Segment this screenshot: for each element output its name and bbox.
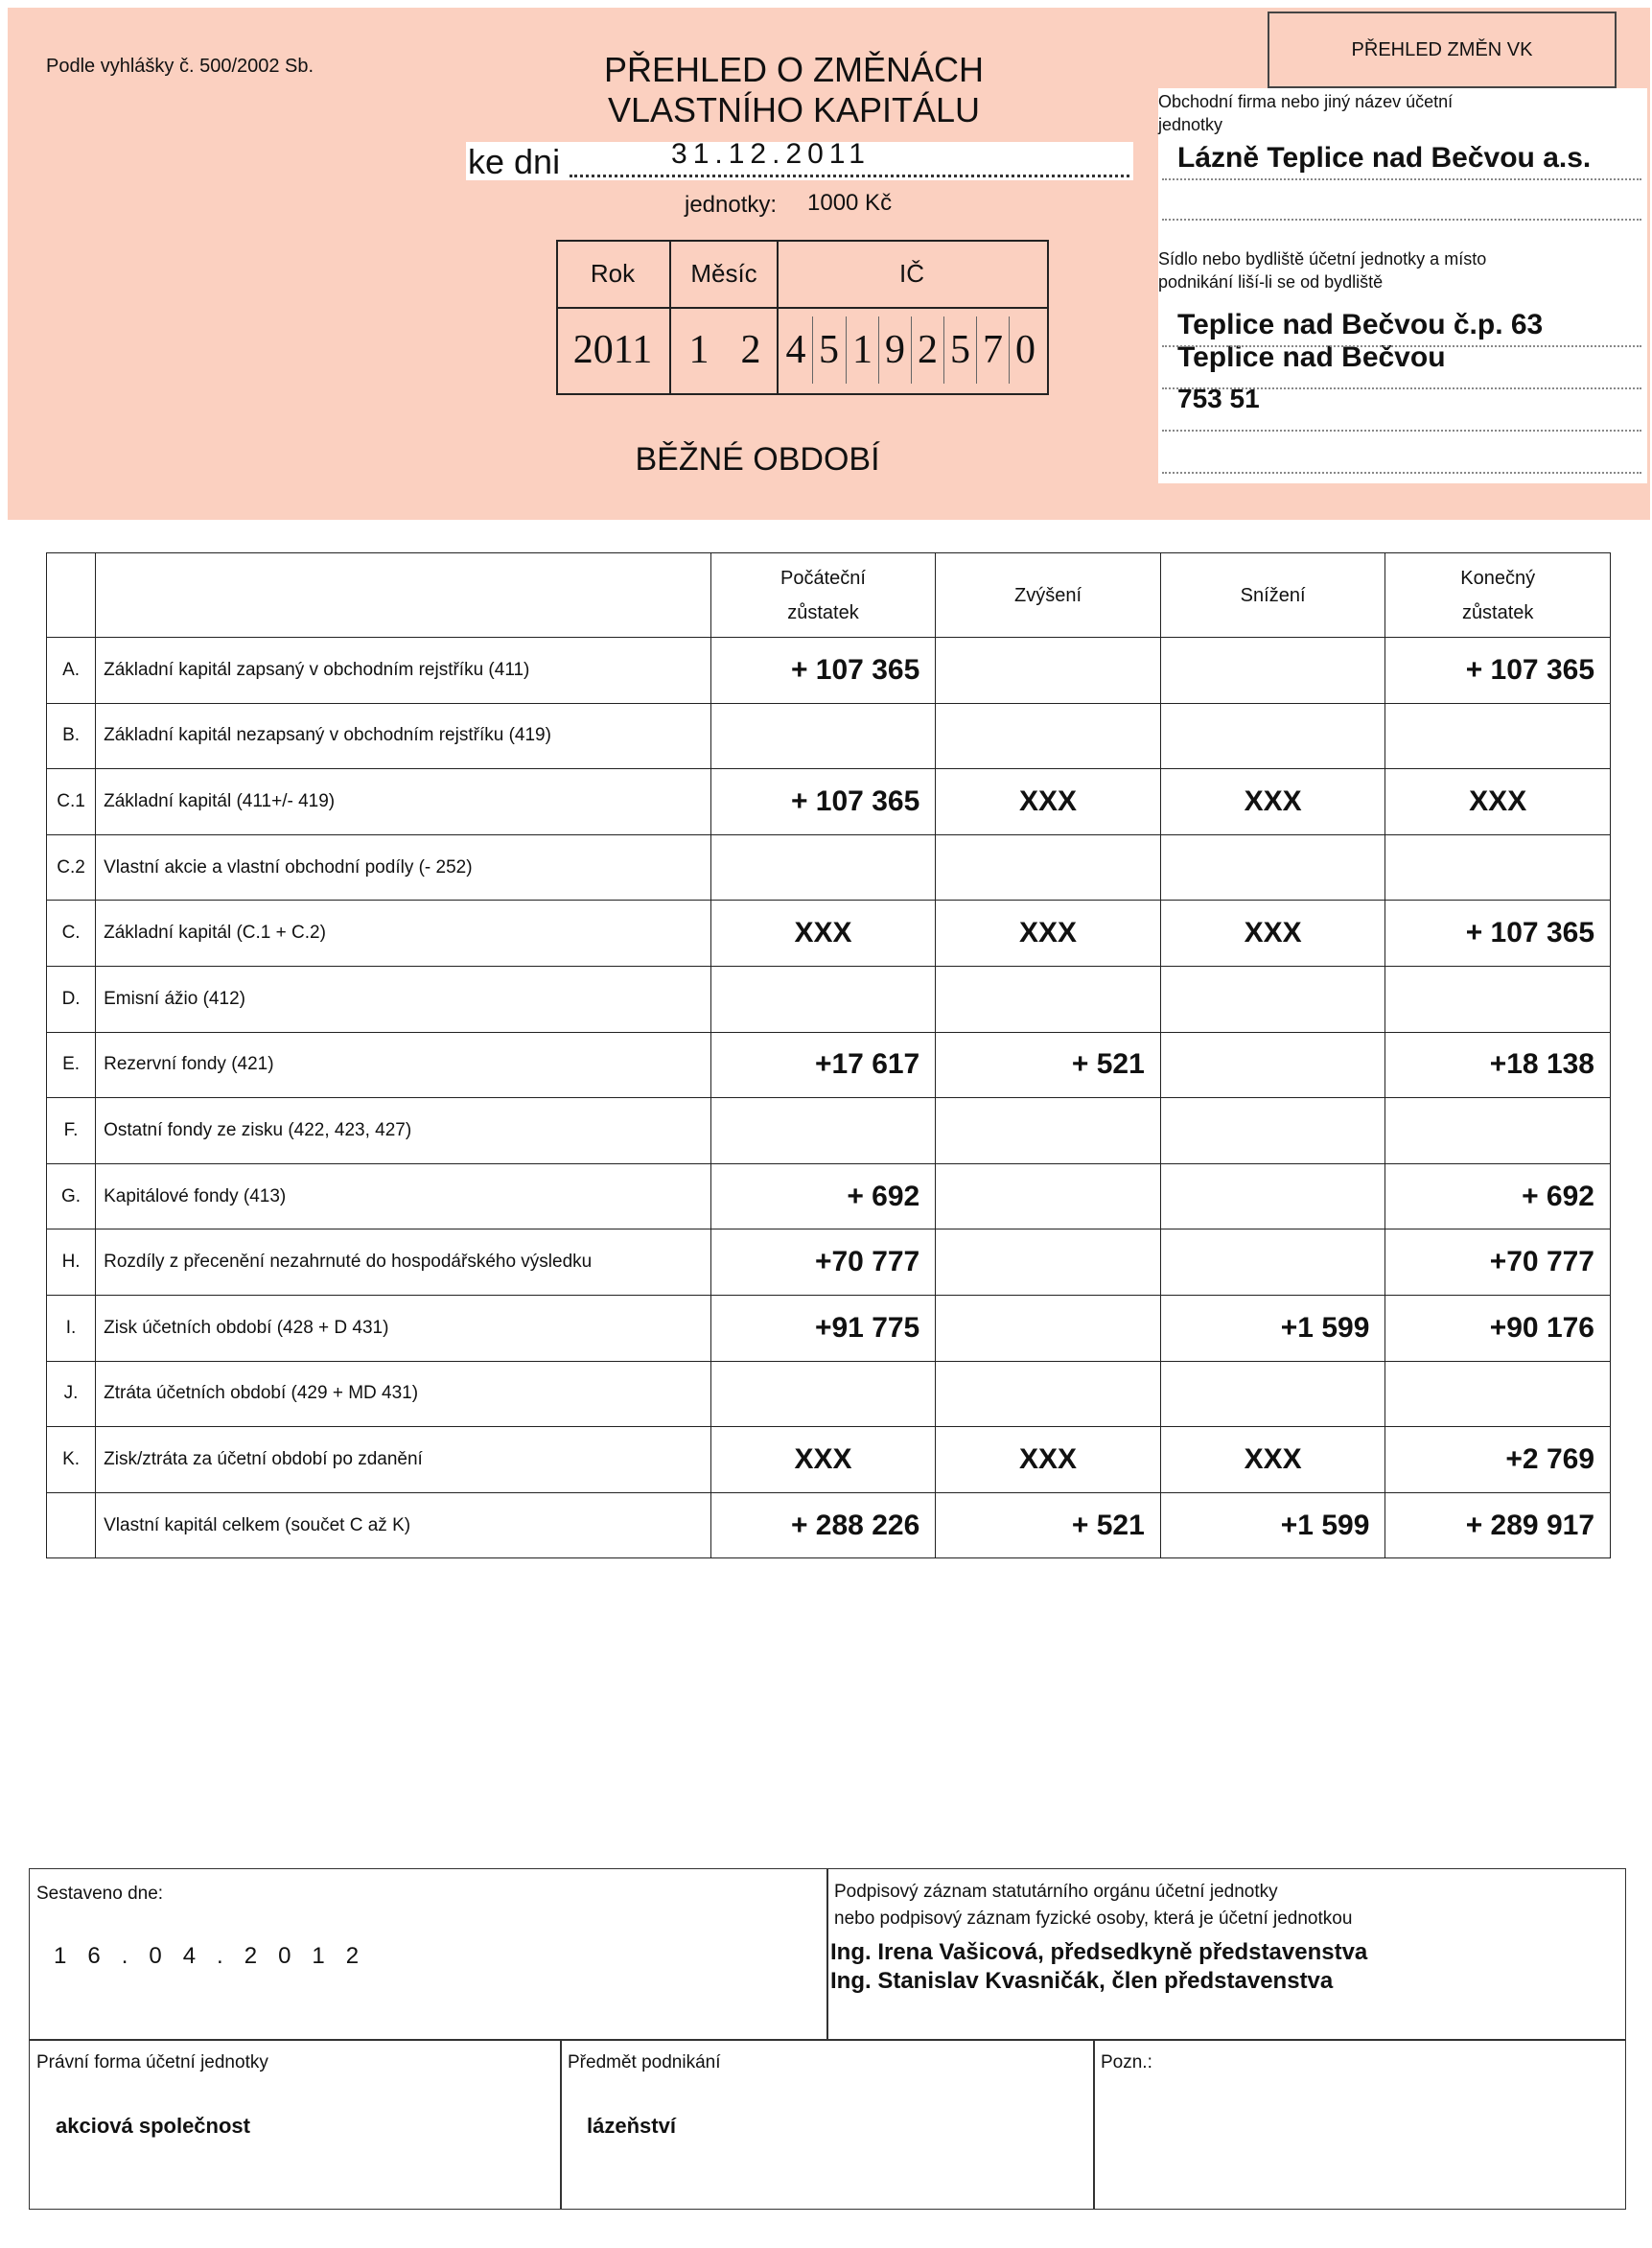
col-start-cell: +70 777 (710, 1229, 936, 1296)
table-row (47, 703, 1611, 769)
col-end-cell (1385, 966, 1611, 1032)
signer-2: Ing. Stanislav Kvasničák, člen představenstva (830, 1968, 1334, 1994)
note-label: Pozn.: (1101, 2052, 1152, 2072)
col-start-cell: + 107 365 (710, 769, 936, 835)
footer-divider (1093, 2039, 1095, 2210)
table-row (47, 834, 1611, 901)
col-start-cell: + 692 (710, 1163, 936, 1229)
seat-line1: Teplice nad Bečvou č.p. 63 (1177, 309, 1544, 340)
month-digit: 2 (740, 328, 761, 372)
row-label: Základní kapitál zapsaný v obchodním rejstříku (411) (96, 638, 711, 704)
row-label: Ostatní fondy ze zisku (422, 423, 427) (96, 1098, 711, 1164)
col-decrease-cell (1160, 834, 1385, 901)
dotted-line (1162, 217, 1641, 221)
col-start-header (710, 553, 936, 638)
row-label: Kapitálové fondy (413) (96, 1163, 711, 1229)
footer-divider (826, 1868, 828, 2039)
row-code: B. (47, 703, 96, 769)
col-increase-cell: XXX (936, 769, 1161, 835)
seat-line2: Teplice nad Bečvou (1177, 341, 1446, 373)
col-start-cell (710, 1361, 936, 1427)
col-decrease-cell (1160, 703, 1385, 769)
col-increase-cell: + 521 (936, 1032, 1161, 1098)
col-decrease-cell (1160, 1163, 1385, 1229)
col-start-cell (710, 703, 936, 769)
col-start-header-line2: zůstatek (787, 601, 859, 623)
col-start-cell: + 288 226 (710, 1492, 936, 1558)
year-value: 2011 (572, 328, 653, 372)
col-end-cell (1385, 834, 1611, 901)
row-label: Zisk/ztráta za účetní období po zdanění (96, 1427, 711, 1493)
table-row (47, 638, 1611, 704)
table-row (47, 1361, 1611, 1427)
col-start-cell: XXX (710, 901, 936, 967)
col-start-cell (710, 1098, 936, 1164)
col-end-cell: +2 769 (1385, 1427, 1611, 1493)
row-label: Zisk účetních období (428 + D 431) (96, 1295, 711, 1361)
legal-form-value: akciová společnost (56, 2114, 250, 2138)
col-decrease-cell (1160, 1032, 1385, 1098)
table-row (47, 1163, 1611, 1229)
firm-name: Lázně Teplice nad Bečvou a.s. (1177, 142, 1592, 174)
table-row (47, 1492, 1611, 1558)
col-increase-cell (936, 1229, 1161, 1296)
ic-digit: 9 (885, 328, 905, 372)
row-code: C.2 (47, 834, 96, 901)
col-end-header-line2: zůstatek (1461, 601, 1534, 623)
col-end-cell: + 107 365 (1385, 901, 1611, 967)
period-label: BĚŽNÉ OBDOBÍ (635, 441, 880, 478)
row-code: A. (47, 638, 96, 704)
dotted-line (1162, 428, 1641, 432)
table-header-row (47, 553, 1611, 638)
units-value: 1000 Kč (807, 190, 893, 216)
col-end-cell (1385, 703, 1611, 769)
table-row (47, 769, 1611, 835)
col-increase-cell (936, 1163, 1161, 1229)
footer-divider (560, 2039, 562, 2210)
col-decrease-cell: XXX (1160, 769, 1385, 835)
col-decrease-cell: +1 599 (1160, 1295, 1385, 1361)
row-label: Vlastní akcie a vlastní obchodní podíly (- 252) (96, 834, 711, 901)
col-increase-cell: XXX (936, 1427, 1161, 1493)
business-value: lázeňství (587, 2114, 676, 2138)
row-label: Základní kapitál (411+/- 419) (96, 769, 711, 835)
col-code-header (47, 553, 96, 638)
row-label: Základní kapitál (C.1 + C.2) (96, 901, 711, 967)
dotted-line (1162, 176, 1641, 180)
row-label: Emisní ážio (412) (96, 966, 711, 1032)
row-code: E. (47, 1032, 96, 1098)
col-end-cell: + 692 (1385, 1163, 1611, 1229)
col-decrease-cell (1160, 638, 1385, 704)
col-end-cell: + 107 365 (1385, 638, 1611, 704)
signer-1: Ing. Irena Vašicová, předsedkyně představenstva (830, 1939, 1368, 1965)
col-increase-cell: XXX (936, 901, 1161, 967)
row-code: J. (47, 1361, 96, 1427)
business-label: Předmět podnikání (568, 2052, 721, 2072)
row-code: C.1 (47, 769, 96, 835)
legal-form-label: Právní forma účetní jednotky (36, 2052, 268, 2072)
row-code: I. (47, 1295, 96, 1361)
col-end-cell: +18 138 (1385, 1032, 1611, 1098)
col-decrease-cell: XXX (1160, 901, 1385, 967)
seat-line3: 753 51 (1177, 384, 1260, 413)
col-end-header (1385, 553, 1611, 638)
col-decrease-cell (1160, 1098, 1385, 1164)
row-code: D. (47, 966, 96, 1032)
col-start-cell: +91 775 (710, 1295, 936, 1361)
col-start-header-line1: Počáteční (779, 567, 866, 589)
col-end-cell: + 289 917 (1385, 1492, 1611, 1558)
col-increase-cell (936, 966, 1161, 1032)
row-code: H. (47, 1229, 96, 1296)
month-digit: 1 (688, 328, 710, 372)
row-code: C. (47, 901, 96, 967)
col-increase-header: Zvýšení (936, 553, 1161, 638)
col-decrease-cell (1160, 1361, 1385, 1427)
report-date: 31.12.2011 (671, 138, 871, 170)
col-start-cell (710, 834, 936, 901)
equity-changes-table (46, 552, 1611, 1558)
col-end-header-line1: Konečný (1460, 567, 1536, 589)
ic-digit: 5 (819, 328, 839, 372)
form-type-box: PŘEHLED ZMĚN VK (1268, 12, 1617, 88)
month-header: Měsíc (690, 258, 757, 288)
row-code (47, 1492, 96, 1558)
row-code: F. (47, 1098, 96, 1164)
year-header: Rok (590, 258, 636, 288)
col-start-cell: XXX (710, 1427, 936, 1493)
regulation-note: Podle vyhlášky č. 500/2002 Sb. (46, 56, 314, 77)
col-start-cell (710, 966, 936, 1032)
units-label: jednotky: (685, 192, 778, 218)
row-label: Rozdíly z přecenění nezahrnuté do hospodářského výsledku (96, 1229, 711, 1296)
col-decrease-cell: +1 599 (1160, 1492, 1385, 1558)
signature-label-line1: Podpisový záznam statutárního orgánu účetní jednotky (834, 1882, 1278, 1902)
col-start-cell: + 107 365 (710, 638, 936, 704)
col-increase-cell (936, 638, 1161, 704)
col-decrease-cell (1160, 966, 1385, 1032)
col-end-cell: +90 176 (1385, 1295, 1611, 1361)
ic-header: IČ (899, 258, 924, 288)
col-decrease-cell (1160, 1229, 1385, 1296)
row-code: G. (47, 1163, 96, 1229)
form-title-line2: VLASTNÍHO KAPITÁLU (607, 90, 981, 129)
footer-divider (29, 2039, 1626, 2041)
col-decrease-header: Snížení (1160, 553, 1385, 638)
signature-label-line2: nebo podpisový záznam fyzické osoby, která je účetní jednotkou (834, 1908, 1353, 1929)
col-label-header (96, 553, 711, 638)
col-increase-cell (936, 1361, 1161, 1427)
row-label: Ztráta účetních období (429 + MD 431) (96, 1361, 711, 1427)
col-increase-cell (936, 834, 1161, 901)
col-end-cell (1385, 1361, 1611, 1427)
table-row (47, 901, 1611, 967)
compiled-label: Sestaveno dne: (36, 1884, 164, 1904)
ic-digit: 5 (950, 328, 970, 372)
col-increase-cell (936, 703, 1161, 769)
col-end-cell: XXX (1385, 769, 1611, 835)
ic-digit: 1 (852, 328, 873, 372)
table-row (47, 1295, 1611, 1361)
row-label: Vlastní kapitál celkem (součet C až K) (96, 1492, 711, 1558)
col-increase-cell (936, 1295, 1161, 1361)
table-row (47, 966, 1611, 1032)
row-code: K. (47, 1427, 96, 1493)
dotted-line (1162, 470, 1641, 474)
col-increase-cell (936, 1098, 1161, 1164)
ic-digit: 0 (1015, 328, 1035, 372)
col-start-cell: +17 617 (710, 1032, 936, 1098)
col-decrease-cell: XXX (1160, 1427, 1385, 1493)
table-row (47, 1098, 1611, 1164)
row-label: Základní kapitál nezapsaný v obchodním rejstříku (419) (96, 703, 711, 769)
col-end-cell: +70 777 (1385, 1229, 1611, 1296)
col-end-cell (1385, 1098, 1611, 1164)
ic-digit: 7 (983, 328, 1003, 372)
ic-digit: 4 (785, 328, 806, 372)
dotted-line (1162, 343, 1641, 347)
dotted-line (1162, 386, 1641, 389)
date-label: ke dni (468, 142, 561, 181)
table-row (47, 1032, 1611, 1098)
col-increase-cell: + 521 (936, 1492, 1161, 1558)
table-row (47, 1427, 1611, 1493)
firm-label: Obchodní firma nebo jiný název účetní jednotky (1158, 92, 1454, 134)
row-label: Rezervní fondy (421) (96, 1032, 711, 1098)
seat-label: Sídlo nebo bydliště účetní jednotky a místo podnikání liší-li se od bydliště (1158, 249, 1487, 292)
table-body (47, 638, 1611, 1558)
table-row (47, 1229, 1611, 1296)
compiled-date: 16.04.2012 (54, 1943, 381, 1969)
ic-digit: 2 (918, 328, 938, 372)
form-title-line1: PŘEHLED O ZMĚNÁCH (603, 50, 985, 89)
